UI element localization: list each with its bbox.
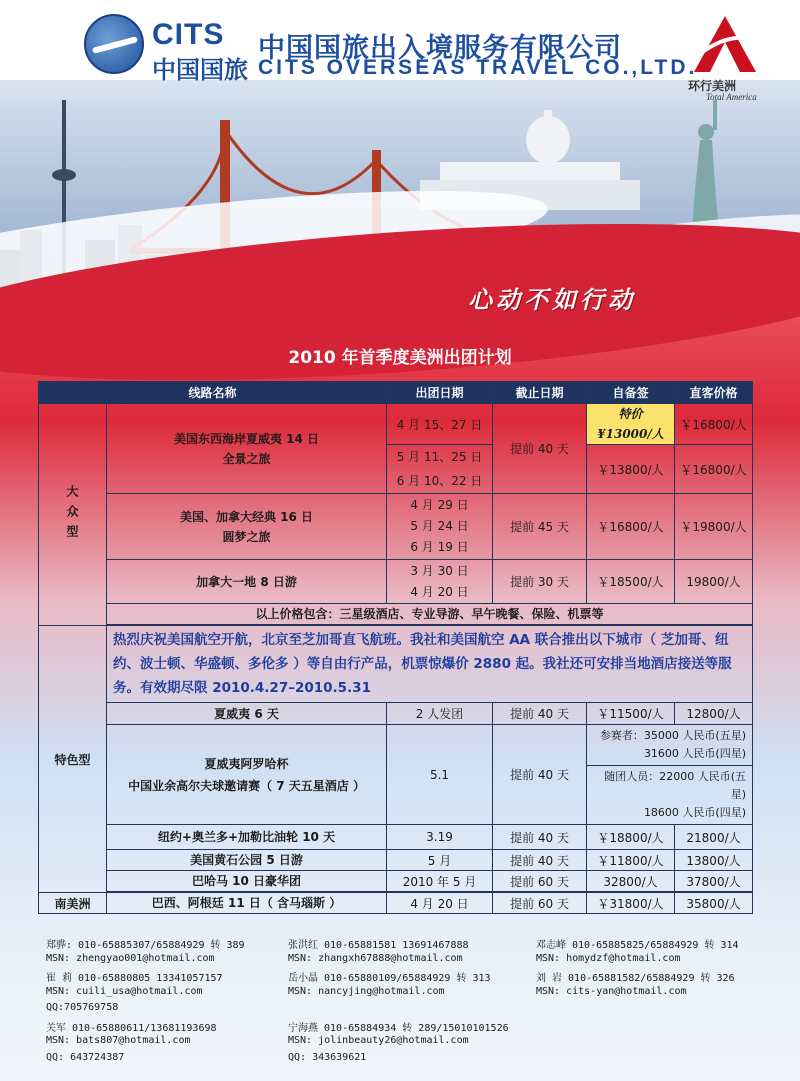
contact-line: 张洪红 010-65881581 13691467888 — [288, 940, 469, 951]
col-header-deadline: 截止日期 — [493, 382, 587, 404]
col-header-date: 出团日期 — [387, 382, 493, 404]
route-name: 夏威夷阿罗哈杯 中国业余高尔夫球邀请赛（ 7 天五星酒店 ） — [107, 725, 387, 825]
special-price-badge: 特价 ¥13000/人 — [587, 404, 675, 445]
route-name: 纽约+奥兰多+加勒比油轮 10 天 — [107, 825, 387, 850]
route-name: 美国、加拿大经典 16 日 圆梦之旅 — [107, 494, 387, 560]
departure-date: 5 月 — [387, 850, 493, 871]
table-row — [39, 893, 753, 914]
deadline: 提前 60 天 — [493, 871, 587, 892]
table-row — [39, 560, 753, 604]
contact-line: MSN: zhangxh67888@hotmail.com — [288, 952, 463, 964]
tour-schedule-table — [38, 381, 753, 914]
contact-line — [288, 1002, 509, 1019]
table-row — [39, 604, 753, 625]
deadline: 提前 40 天 — [493, 725, 587, 825]
brand-logo-en: CITS — [152, 18, 225, 51]
route-name: 加拿大一地 8 日游 — [107, 560, 387, 604]
departure-date: 4 月 20 日 — [387, 893, 493, 914]
contact-line: MSN: jolinbeauty26@hotmail.com — [288, 1035, 469, 1046]
visa-price: ￥13800/人 — [587, 445, 675, 494]
route-name: 巴哈马 10 日豪华团 — [107, 871, 387, 892]
departure-date: 2010 年 5 月 — [387, 871, 493, 892]
departure-date: 3.19 — [387, 825, 493, 850]
player-price: 参赛者：35000 人民币(五星) 31600 人民币(四星) — [587, 725, 752, 766]
contact-column — [288, 936, 509, 1068]
contact-line: 岳小晶 010-65880109/65884929 转 313 — [288, 973, 491, 984]
contact-line: QQ: 343639621 — [288, 1051, 367, 1063]
table-row — [39, 825, 753, 850]
deadline: 提前 40 天 — [493, 404, 587, 494]
contact-line: 崔 莉 010-65880805 13341057157 — [46, 973, 223, 984]
retail-price: ￥16800/人 — [675, 404, 753, 445]
departure-date: 4 月 29 日 5 月 24 日 6 月 19 日 — [387, 494, 493, 560]
table-row — [39, 404, 753, 445]
brand-logo-cn: 中国国旅 — [152, 56, 248, 84]
contact-line: MSN: zhengyao001@hotmail.com — [46, 952, 215, 964]
globe-logo-icon — [84, 14, 144, 74]
contact-column — [46, 936, 245, 1068]
visa-price: ￥11500/人 — [587, 703, 675, 725]
visa-price: ￥11800/人 — [587, 850, 675, 871]
deadline: 提前 30 天 — [493, 560, 587, 604]
page-title: 2010 年首季度美洲出团计划 — [288, 348, 512, 368]
deadline: 提前 40 天 — [493, 825, 587, 850]
deadline: 提前 45 天 — [493, 494, 587, 560]
table-row — [39, 871, 753, 892]
visa-price: ￥31800/人 — [587, 893, 675, 914]
table-row — [39, 703, 753, 725]
golf-price-cell — [587, 725, 753, 825]
departure-date: 4 月 15、27 日 — [387, 404, 493, 445]
table-header-row — [39, 382, 753, 404]
slogan: 心动不如行动 — [468, 285, 636, 314]
table-row — [39, 850, 753, 871]
contact-column — [536, 936, 739, 1002]
contact-line: QQ:705769758 — [46, 1002, 119, 1013]
contact-line: QQ: 643724387 — [46, 1051, 125, 1063]
retail-price: ￥19800/人 — [675, 494, 753, 560]
retail-price: 35800/人 — [675, 893, 753, 914]
route-name: 美国东西海岸夏威夷 14 日 全景之旅 — [107, 404, 387, 494]
deadline: 提前 40 天 — [493, 703, 587, 725]
col-header-price: 直客价格 — [675, 382, 753, 404]
deadline: 提前 60 天 — [493, 893, 587, 914]
route-name: 巴西、阿根廷 11 日（ 含马瑙斯 ） — [107, 893, 387, 914]
category-cell: 大众型 — [39, 404, 107, 626]
retail-price: 21800/人 — [675, 825, 753, 850]
retail-price: 37800/人 — [675, 871, 753, 892]
visa-price: 32800/人 — [587, 871, 675, 892]
contact-line: MSN: cits-yan@hotmail.com — [536, 985, 687, 997]
departure-date: 2 人发团 — [387, 703, 493, 725]
col-header-visa: 自备签 — [587, 382, 675, 404]
retail-price: ￥16800/人 — [675, 445, 753, 494]
contact-line: 关军 010-65880611/13681193698 — [46, 1022, 217, 1034]
visa-price: ￥16800/人 — [587, 494, 675, 560]
table-row — [39, 494, 753, 560]
visa-price: ￥18800/人 — [587, 825, 675, 850]
retail-price: 13800/人 — [675, 850, 753, 871]
retail-price: 19800/人 — [675, 560, 753, 604]
col-header-route: 线路名称 — [39, 382, 387, 404]
contact-line: MSN: nancyjing@hotmail.com — [288, 985, 445, 997]
route-name: 夏威夷 6 天 — [107, 703, 387, 725]
departure-date: 3 月 30 日 4 月 20 日 — [387, 560, 493, 604]
partner-name-en: Total America — [706, 92, 757, 102]
departure-date: 5.1 — [387, 725, 493, 825]
table-row — [39, 626, 753, 703]
contact-line: 宁海燕 010-65884934 转 289/15010101526 — [288, 1022, 509, 1034]
category-cell: 南美洲 — [39, 893, 107, 914]
price-includes-note: 以上价格包含：三星级酒店、专业导游、早午晚餐、保险、机票等 — [107, 604, 753, 625]
company-name-cn: 中国国旅出入境服务有限公司 — [258, 33, 622, 64]
contact-line: MSN: homydzf@hotmail.com — [536, 952, 681, 964]
total-america-logo-icon — [690, 14, 760, 74]
retail-price: 12800/人 — [675, 703, 753, 725]
contact-line: 邓志峰 010-65885825/65884929 转 314 — [536, 940, 739, 951]
contact-line: 郑骅: 010-65885307/65884929 转 389 — [46, 940, 245, 951]
deadline: 提前 40 天 — [493, 850, 587, 871]
promo-text: 热烈庆祝美国航空开航，北京至芝加哥直飞航班。我社和美国航空 AA 联合推出以下城市（ 芝加哥、纽约、波士顿、华盛顿、多伦多 ）等自由行产品，机票惊爆价 2880 起。我社还可安排当地酒店接送等服务。有效期尽限 2010.4.27–2010.5.31 — [107, 626, 753, 703]
table-row — [39, 725, 753, 825]
companion-price: 随团人员：22000 人民币(五星) 18600 人民币(四星) — [604, 770, 747, 819]
contact-line: MSN: bats807@hotmail.com — [46, 1035, 191, 1046]
category-cell: 特色型 — [39, 626, 107, 893]
departure-date: 5 月 11、25 日 6 月 10、22 日 — [387, 445, 493, 494]
route-name: 美国黄石公园 5 日游 — [107, 850, 387, 871]
company-name-en: CITS OVERSEAS TRAVEL CO.,LTD. — [258, 56, 698, 79]
contact-line: 刘 岩 010-65881582/65884929 转 326 — [536, 973, 735, 984]
visa-price: ￥18500/人 — [587, 560, 675, 604]
partner-name-cn: 环行美洲 — [688, 79, 737, 93]
contact-line: MSN: cuili_usa@hotmail.com — [46, 985, 203, 997]
